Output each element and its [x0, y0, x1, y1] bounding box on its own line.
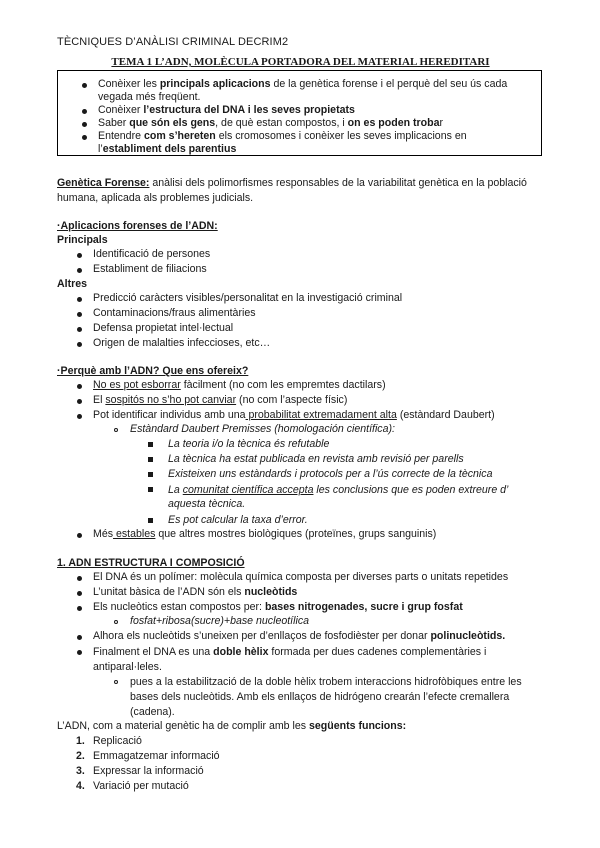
list-item: El DNA és un polímer: molècula química composta per diverses parts o unitats repetides: [93, 571, 509, 583]
daubert-item: La teoria i/o la tècnica és refutable: [168, 438, 330, 450]
list-item: Contaminacions/fraus alimentàries: [93, 307, 256, 319]
daubert-item: Es pot calcular la taxa d’error.: [168, 514, 308, 526]
bullet-dot: [77, 268, 82, 273]
bullet-dot: [77, 297, 82, 302]
list-item: Origen de malalties infeccioses, etc…: [93, 337, 271, 349]
bullet-dot: [82, 122, 87, 127]
bullet-dot: [77, 399, 82, 404]
bullet-dot: [77, 312, 82, 317]
bullet-square: [148, 457, 153, 462]
applications-heading: ·Aplicacions forenses de l’ADN:: [57, 220, 218, 232]
bullet-dot: [82, 83, 87, 88]
daubert-item: Existeixen uns estàndards i protocols per a l’ús correcte de la tècnica: [168, 468, 493, 480]
bullet-dot: [77, 533, 82, 538]
principals-label: Principals: [57, 234, 108, 246]
bullet-dot: [77, 606, 82, 611]
list-item: Establiment de filiacions: [93, 263, 207, 275]
list-item: Pot identificar individus amb una probabilitat extremadament alta (estàndard Daubert): [93, 409, 495, 421]
bullet-square: [148, 472, 153, 477]
altres-label: Altres: [57, 278, 88, 290]
sub-item: pues a la estabilització de la doble hèlix trobem interaccions hidrofòbiques entre les bases dels nucleòtids. Amb els enllaços de hidrógeno crearán l’efecte cremallera (cadena).: [130, 676, 522, 718]
list-item: Els nucleòtics estan compostos per: bases nitrogenades, sucre i grup fosfat: [93, 601, 463, 613]
list-item: Defensa propietat intel·lectual: [93, 322, 234, 334]
list-item: Finalment el DNA es una doble hèlix formada per dues cadenes complementàries i antiparal·leles.: [93, 646, 487, 673]
list-number: 4.: [76, 780, 85, 792]
list-item: Identificació de persones: [93, 248, 211, 260]
list-item: No es pot esborrar fàcilment (no com les empremtes dactilars): [93, 379, 386, 391]
bullet-square: [148, 518, 153, 523]
bullet-dot: [77, 635, 82, 640]
why-heading: ·Perquè amb l’ADN? Que ens ofereix?: [57, 365, 249, 377]
daubert-title: Estàndard Daubert Premisses (homologación científica):: [130, 423, 395, 435]
daubert-item: La comunitat científica accepta les conclusions que es poden extreure d’ aquesta tècnica.: [168, 484, 508, 510]
function-item: Replicació: [93, 735, 142, 747]
list-item: Alhora els nucleòtids s’uneixen per d’enllaços de fosfodièster per donar polinucleòtids.: [93, 630, 506, 642]
list-number: 3.: [76, 765, 85, 777]
page-header: TÈCNIQUES D’ANÀLISI CRIMINAL DECRIM2: [57, 36, 289, 48]
list-item: Predicció caràcters visibles/personalitat en la investigació criminal: [93, 292, 403, 304]
list-item: Més estables que altres mostres biològiques (proteïnes, grups sanguinis): [93, 528, 437, 540]
objective-1: Conèixer les principals aplicacions de la genètica forense i el perquè del seu ús cada vegada més freqüent.: [98, 78, 508, 103]
bullet-dot: [77, 414, 82, 419]
bullet-dot: [77, 650, 82, 655]
daubert-item: La tècnica ha estat publicada en revista amb revisió per parells: [168, 453, 464, 465]
functions-intro: L’ADN, com a material genètic ha de complir amb les següents funcions:: [57, 720, 407, 732]
objective-2: Conèixer l’estructura del DNA i les seves propietats: [98, 104, 355, 116]
objective-4: Entendre com s’hereten els cromosomes i conèixer les seves implicacions en l’establiment dels parentius: [98, 130, 467, 155]
bullet-square: [148, 487, 153, 492]
bullet-dot: [77, 384, 82, 389]
bullet-circle: [114, 620, 118, 624]
bullet-dot: [82, 109, 87, 114]
function-item: Emmagatzemar informació: [93, 750, 220, 762]
bullet-dot: [77, 576, 82, 581]
sub-item: fosfat+ribosa(sucre)+base nucleotílica: [130, 615, 310, 627]
objective-3: Saber que són els gens, de què estan compostos, i on es poden trobar: [98, 117, 444, 129]
bullet-dot: [82, 135, 87, 140]
bullet-circle: [114, 680, 118, 684]
bullet-dot: [77, 253, 82, 258]
definition: Genètica Forense: anàlisi dels polimorfismes responsables de la variabilitat genètica en la població humana, aplicada als problemes judicials.: [57, 177, 527, 204]
bullet-circle: [114, 428, 118, 432]
function-item: Expressar la informació: [93, 765, 204, 777]
bullet-dot: [77, 342, 82, 347]
objectives-box: [57, 70, 542, 156]
list-number: 1.: [76, 735, 85, 747]
bullet-dot: [77, 591, 82, 596]
function-item: Variació per mutació: [93, 780, 189, 792]
page-title: TEMA 1 L’ADN, MOLÈCULA PORTADORA DEL MATERIAL HEREDITARI: [111, 56, 490, 68]
list-item: El sospitós no s’ho pot canviar (no com l’aspecte físic): [93, 394, 348, 406]
list-number: 2.: [76, 750, 85, 762]
section-heading: 1. ADN ESTRUCTURA I COMPOSICIÓ: [57, 557, 245, 569]
bullet-dot: [77, 327, 82, 332]
list-item: L’unitat bàsica de l’ADN són els nucleòtids: [93, 586, 298, 598]
bullet-square: [148, 442, 153, 447]
